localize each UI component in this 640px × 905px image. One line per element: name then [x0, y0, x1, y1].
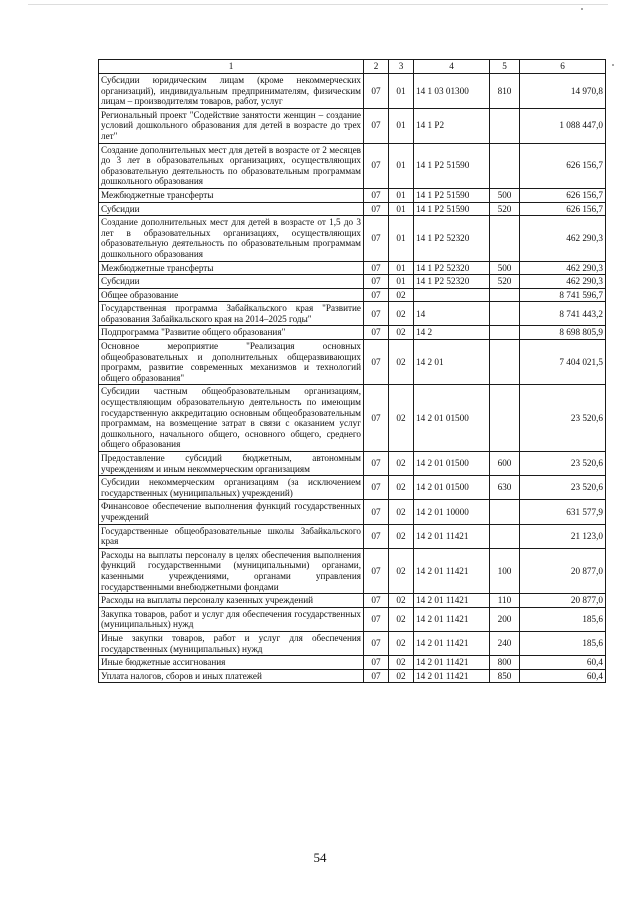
cell-amount: 23 520,6 [520, 476, 606, 500]
cell-subsection: 02 [389, 607, 414, 631]
cell-amount: 462 290,3 [520, 216, 606, 261]
table-row [99, 631, 606, 655]
cell-target-article: 14 2 01 11421 [414, 669, 490, 683]
cell-target-article: 14 [414, 302, 490, 326]
cell-subsection: 01 [389, 261, 414, 275]
column-header: 4 [414, 60, 490, 74]
cell-section: 07 [364, 216, 389, 261]
cell-target-article: 14 2 01 [414, 340, 490, 385]
cell-target-article: 14 1 P2 51590 [414, 202, 490, 216]
cell-subsection: 02 [389, 288, 414, 302]
cell-expense-type: 240 [490, 631, 520, 655]
cell-target-article: 14 2 01 01500 [414, 476, 490, 500]
cell-section: 07 [364, 631, 389, 655]
cell-amount: 626 156,7 [520, 143, 606, 188]
cell-name: Финансовое обеспечение выполнения функций государственных учреждений [99, 500, 364, 524]
cell-subsection: 02 [389, 500, 414, 524]
cell-subsection: 01 [389, 108, 414, 143]
column-header: 1 [99, 60, 364, 74]
cell-name: Создание дополнительных мест для детей в возрасте от 1,5 до 3 лет в образовательных организациях, осуществляющих образовательную деятельность по образовательным программам дошкольного образования [99, 216, 364, 261]
cell-subsection: 01 [389, 74, 414, 109]
cell-target-article: 14 1 P2 52320 [414, 261, 490, 275]
cell-amount: 7 404 021,5 [520, 340, 606, 385]
cell-name: Субсидии [99, 275, 364, 289]
cell-subsection: 02 [389, 302, 414, 326]
table-header-row [99, 60, 606, 74]
cell-section: 07 [364, 548, 389, 593]
scan-speck [581, 8, 583, 10]
cell-name: Расходы на выплаты персоналу в целях обеспечения выполнения функций государственными (муниципальными) органами, казенными учреждениями, органами управления государственными внебюджетными фондами [99, 548, 364, 593]
cell-amount: 631 577,9 [520, 500, 606, 524]
cell-subsection: 02 [389, 669, 414, 683]
cell-name: Государственная программа Забайкальского края "Развитие образования Забайкальского края на 2014–2025 годы" [99, 302, 364, 326]
cell-name: Иные бюджетные ассигнования [99, 656, 364, 670]
cell-amount: 20 877,0 [520, 594, 606, 608]
cell-name: Уплата налогов, сборов и иных платежей [99, 669, 364, 683]
cell-section: 07 [364, 302, 389, 326]
cell-target-article: 14 2 01 11421 [414, 656, 490, 670]
cell-name: Подпрограмма "Развитие общего образования" [99, 326, 364, 340]
cell-section: 07 [364, 656, 389, 670]
cell-subsection: 01 [389, 216, 414, 261]
cell-expense-type [490, 143, 520, 188]
table-row [99, 188, 606, 202]
cell-amount: 185,6 [520, 607, 606, 631]
cell-section: 07 [364, 275, 389, 289]
cell-subsection: 02 [389, 594, 414, 608]
table-row [99, 452, 606, 476]
cell-expense-type: 850 [490, 669, 520, 683]
cell-target-article: 14 2 01 01500 [414, 452, 490, 476]
cell-section: 07 [364, 669, 389, 683]
cell-amount: 462 290,3 [520, 261, 606, 275]
cell-section: 07 [364, 288, 389, 302]
cell-subsection: 01 [389, 202, 414, 216]
table-row [99, 143, 606, 188]
cell-amount: 23 520,6 [520, 452, 606, 476]
cell-subsection: 02 [389, 385, 414, 452]
cell-section: 07 [364, 476, 389, 500]
cell-name: Закупка товаров, работ и услуг для обеспечения государственных (муниципальных) нужд [99, 607, 364, 631]
cell-name: Межбюджетные трансферты [99, 261, 364, 275]
column-header: 6 [520, 60, 606, 74]
cell-target-article: 14 1 P2 51590 [414, 188, 490, 202]
cell-expense-type [490, 302, 520, 326]
table-row [99, 216, 606, 261]
cell-subsection: 01 [389, 188, 414, 202]
cell-expense-type: 800 [490, 656, 520, 670]
cell-amount: 626 156,7 [520, 202, 606, 216]
cell-target-article: 14 2 01 11421 [414, 607, 490, 631]
cell-target-article [414, 288, 490, 302]
cell-name: Создание дополнительных мест для детей в возрасте от 2 месяцев до 3 лет в образовательных организациях, осуществляющих образовательную деятельность по образовательным программам дошкольного образования [99, 143, 364, 188]
cell-section: 07 [364, 607, 389, 631]
cell-target-article: 14 1 P2 52320 [414, 216, 490, 261]
table-row [99, 288, 606, 302]
cell-subsection: 02 [389, 548, 414, 593]
cell-section: 07 [364, 524, 389, 548]
cell-name: Общее образование [99, 288, 364, 302]
cell-section: 07 [364, 188, 389, 202]
table-row [99, 326, 606, 340]
cell-name: Предоставление субсидий бюджетным, автономным учреждениям и иным некоммерческим организациям [99, 452, 364, 476]
page-number: 54 [313, 850, 327, 865]
cell-target-article: 14 2 01 11421 [414, 631, 490, 655]
cell-amount: 1 088 447,0 [520, 108, 606, 143]
cell-target-article: 14 2 01 01500 [414, 385, 490, 452]
cell-expense-type [490, 288, 520, 302]
cell-name: Субсидии некоммерческим организациям (за исключением государственных (муниципальных) учреждений) [99, 476, 364, 500]
table-row [99, 385, 606, 452]
cell-expense-type: 810 [490, 74, 520, 109]
cell-expense-type: 520 [490, 275, 520, 289]
cell-amount: 8 741 443,2 [520, 302, 606, 326]
cell-target-article: 14 1 03 01300 [414, 74, 490, 109]
cell-section: 07 [364, 594, 389, 608]
table-row [99, 476, 606, 500]
cell-name: Иные закупки товаров, работ и услуг для обеспечения государственных (муниципальных) нужд [99, 631, 364, 655]
table-row [99, 656, 606, 670]
cell-expense-type [490, 326, 520, 340]
cell-subsection: 02 [389, 340, 414, 385]
table-row [99, 524, 606, 548]
cell-section: 07 [364, 143, 389, 188]
cell-amount: 626 156,7 [520, 188, 606, 202]
cell-subsection: 02 [389, 326, 414, 340]
cell-subsection: 01 [389, 275, 414, 289]
cell-expense-type [490, 385, 520, 452]
cell-amount: 23 520,6 [520, 385, 606, 452]
scan-speck [612, 64, 614, 66]
cell-amount: 21 123,0 [520, 524, 606, 548]
cell-expense-type: 520 [490, 202, 520, 216]
column-header: 3 [389, 60, 414, 74]
cell-section: 07 [364, 500, 389, 524]
cell-section: 07 [364, 385, 389, 452]
cell-name: Межбюджетные трансферты [99, 188, 364, 202]
cell-expense-type [490, 524, 520, 548]
cell-expense-type: 630 [490, 476, 520, 500]
table-row [99, 108, 606, 143]
cell-amount: 462 290,3 [520, 275, 606, 289]
cell-section: 07 [364, 261, 389, 275]
cell-section: 07 [364, 452, 389, 476]
cell-expense-type: 500 [490, 261, 520, 275]
cell-expense-type: 110 [490, 594, 520, 608]
cell-amount: 8 741 596,7 [520, 288, 606, 302]
cell-amount: 20 877,0 [520, 548, 606, 593]
cell-target-article: 14 1 P2 52320 [414, 275, 490, 289]
cell-subsection: 01 [389, 143, 414, 188]
cell-target-article: 14 1 P2 51590 [414, 143, 490, 188]
cell-section: 07 [364, 326, 389, 340]
cell-subsection: 02 [389, 452, 414, 476]
table-row [99, 261, 606, 275]
cell-target-article: 14 2 [414, 326, 490, 340]
cell-section: 07 [364, 340, 389, 385]
cell-name: Расходы на выплаты персоналу казенных учреждений [99, 594, 364, 608]
table-row [99, 302, 606, 326]
cell-target-article: 14 1 P2 [414, 108, 490, 143]
table-row [99, 74, 606, 109]
cell-target-article: 14 2 01 11421 [414, 548, 490, 593]
cell-amount: 8 698 805,9 [520, 326, 606, 340]
cell-expense-type: 500 [490, 188, 520, 202]
cell-subsection: 02 [389, 656, 414, 670]
table-row [99, 607, 606, 631]
budget-table [98, 59, 606, 683]
column-header: 2 [364, 60, 389, 74]
table-row [99, 202, 606, 216]
cell-target-article: 14 2 01 11421 [414, 594, 490, 608]
cell-name: Субсидии частным общеобразовательным организациям, осуществляющим образовательную деятельность по имеющим государственную аккредитацию основным общеобразовательным программам, на возмещение затрат в связи с оказанием услуг дошкольного, начального общего, основного общего, среднего общего образования [99, 385, 364, 452]
table-row [99, 548, 606, 593]
cell-name: Субсидии [99, 202, 364, 216]
cell-section: 07 [364, 108, 389, 143]
scan-edge-line [28, 4, 608, 5]
cell-expense-type [490, 340, 520, 385]
table-row [99, 594, 606, 608]
cell-amount: 185,6 [520, 631, 606, 655]
cell-amount: 14 970,8 [520, 74, 606, 109]
cell-target-article: 14 2 01 11421 [414, 524, 490, 548]
cell-name: Субсидии юридическим лицам (кроме некоммерческих организаций), индивидуальным предпринимателям, физическим лицам – производителям товаров, работ, услуг [99, 74, 364, 109]
column-header: 5 [490, 60, 520, 74]
table-row [99, 669, 606, 683]
cell-expense-type [490, 500, 520, 524]
cell-expense-type: 600 [490, 452, 520, 476]
cell-subsection: 02 [389, 631, 414, 655]
cell-expense-type: 200 [490, 607, 520, 631]
cell-expense-type: 100 [490, 548, 520, 593]
cell-amount: 60,4 [520, 656, 606, 670]
cell-target-article: 14 2 01 10000 [414, 500, 490, 524]
cell-section: 07 [364, 202, 389, 216]
table-row [99, 500, 606, 524]
cell-name: Основное мероприятие "Реализация основных общеобразовательных и дополнительных общеразвивающих программ, развитие современных механизмов и технологий общего образования" [99, 340, 364, 385]
table-row [99, 340, 606, 385]
cell-section: 07 [364, 74, 389, 109]
cell-subsection: 02 [389, 524, 414, 548]
cell-subsection: 02 [389, 476, 414, 500]
cell-name: Государственные общеобразовательные школы Забайкальского края [99, 524, 364, 548]
cell-name: Региональный проект "Содействие занятости женщин – создание условий дошкольного образования для детей в возрасте до трех лет" [99, 108, 364, 143]
cell-expense-type [490, 216, 520, 261]
cell-amount: 60,4 [520, 669, 606, 683]
cell-expense-type [490, 108, 520, 143]
table-row [99, 275, 606, 289]
